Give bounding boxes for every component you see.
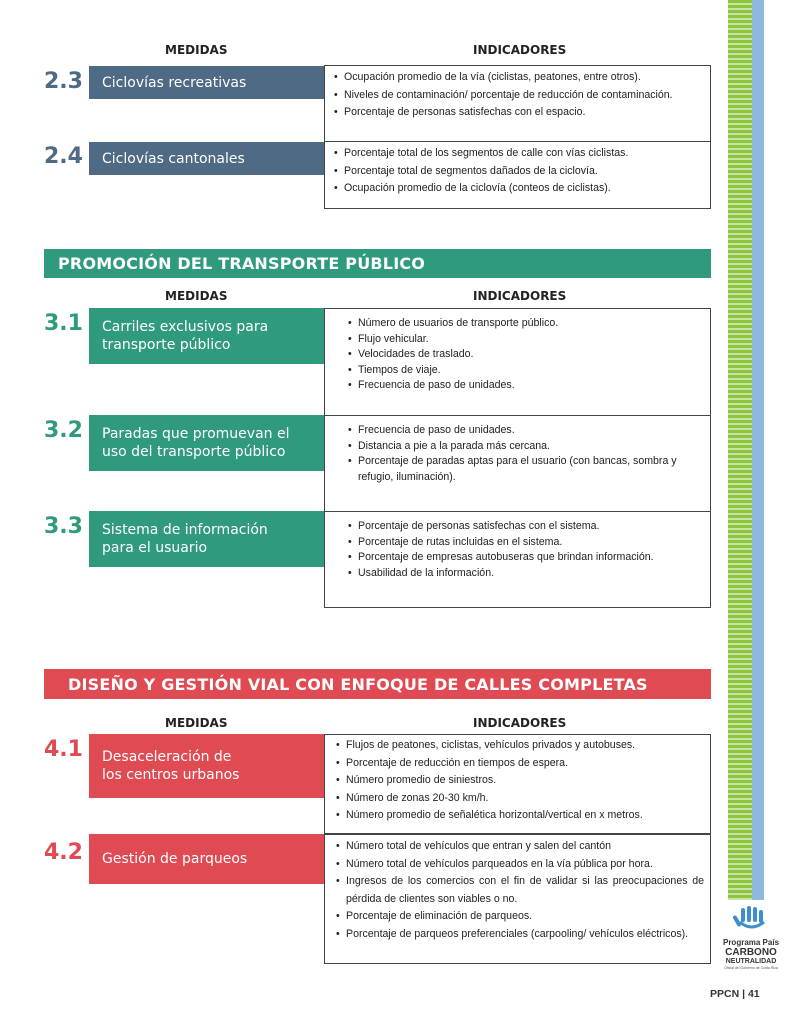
indicator-item: • Frecuencia de paso de unidades. (347, 378, 704, 394)
indicadores-header: INDICADORES (473, 289, 567, 303)
measure-label: Sistema de información para el usuario (89, 511, 325, 567)
measure-number: 3.2 (44, 418, 83, 443)
measure-label: Carriles exclusivos para transporte público (89, 308, 325, 364)
indicators-box (324, 65, 711, 142)
indicators-box (324, 141, 711, 209)
indicator-item: • Número total de vehículos parqueados en la vía pública por hora. (335, 856, 704, 874)
indicadores-header: INDICADORES (473, 43, 567, 57)
indicator-item: • Ocupación promedio de la ciclovía (conteos de ciclistas). (333, 180, 704, 198)
indicator-item: • Distancia a pie a la parada más cercana. (347, 439, 704, 455)
indicator-item: • Porcentaje total de segmentos dañados de la ciclovía. (333, 163, 704, 181)
decorative-green-stripe (728, 0, 752, 900)
indicator-item: • Velocidades de traslado. (347, 347, 704, 363)
page-number: PPCN | 41 (710, 988, 760, 1000)
section-title: PROMOCIÓN DEL TRANSPORTE PÚBLICO (44, 249, 711, 278)
decorative-blue-stripe (752, 0, 764, 900)
indicator-item: • Porcentaje total de los segmentos de calle con vías ciclistas. (333, 145, 704, 163)
measure-label: Ciclovías cantonales (89, 142, 325, 175)
indicator-item: • Ingresos de los comercios con el fin de validar si las preocupaciones de pérdida de clientes son viables o no. (335, 873, 704, 908)
indicator-item: • Número de zonas 20-30 km/h. (335, 790, 704, 808)
indicators-box (324, 834, 711, 964)
indicator-item: • Porcentaje de eliminación de parqueos. (335, 908, 704, 926)
indicator-item: • Porcentaje de rutas incluidas en el sistema. (347, 535, 704, 551)
medidas-header: MEDIDAS (165, 43, 228, 57)
indicator-item: • Número promedio de siniestros. (335, 772, 704, 790)
indicator-item: • Usabilidad de la información. (347, 566, 704, 582)
indicator-item: • Niveles de contaminación/ porcentaje de reducción de contaminación. (333, 87, 704, 105)
indicator-item: • Porcentaje de empresas autobuseras que brindan información. (347, 550, 704, 566)
indicator-item: • Flujos de peatones, ciclistas, vehículos privados y autobuses. (335, 737, 704, 755)
measure-label: Desaceleración de los centros urbanos (89, 734, 325, 798)
indicator-item: • Número de usuarios de transporte público. (347, 316, 704, 332)
indicator-item: • Flujo vehicular. (347, 332, 704, 348)
hand-icon (731, 906, 771, 938)
indicadores-header: INDICADORES (473, 716, 567, 730)
indicator-item: • Porcentaje de personas satisfechas con el espacio. (333, 104, 704, 122)
measure-label: Gestión de parqueos (89, 834, 325, 884)
medidas-header: MEDIDAS (165, 716, 228, 730)
measure-number: 3.3 (44, 514, 83, 539)
medidas-header: MEDIDAS (165, 289, 228, 303)
program-logo (718, 906, 784, 982)
indicator-item: • Porcentaje de paradas aptas para el usuario (con bancas, sombra y refugio, iluminación). (347, 454, 704, 485)
logo-line1: Programa País (722, 938, 780, 947)
indicator-item: • Número total de vehículos que entran y salen del cantón (335, 838, 704, 856)
measure-label: Ciclovías recreativas (89, 66, 325, 99)
indicator-item: • Porcentaje de reducción en tiempos de espera. (335, 755, 704, 773)
indicator-item: • Frecuencia de paso de unidades. (347, 423, 704, 439)
indicator-item: • Número promedio de señalética horizontal/vertical en x metros. (335, 807, 704, 825)
indicator-item: • Porcentaje de personas satisfechas con el sistema. (347, 519, 704, 535)
measure-number: 4.1 (44, 737, 83, 762)
indicator-item: • Tiempos de viaje. (347, 363, 704, 379)
indicators-box (324, 511, 711, 608)
measure-number: 2.4 (44, 144, 83, 169)
section-title: DISEÑO Y GESTIÓN VIAL CON ENFOQUE DE CALLES COMPLETAS (44, 669, 711, 699)
indicators-box (324, 308, 711, 416)
indicators-box (324, 734, 711, 834)
indicator-item: • Ocupación promedio de la vía (ciclistas, peatones, entre otros). (333, 69, 704, 87)
logo-line3: NEUTRALIDAD (725, 958, 777, 965)
measure-number: 4.2 (44, 840, 83, 865)
logo-line2: CARBONO (725, 947, 777, 958)
indicator-item: • Porcentaje de parqueos preferenciales (carpooling/ vehículos eléctricos). (335, 926, 704, 944)
measure-number: 2.3 (44, 69, 83, 94)
measure-label: Paradas que promuevan el uso del transporte público (89, 415, 325, 471)
measure-number: 3.1 (44, 311, 83, 336)
logo-line4: Oficial del Gobierno de Costa Rica (724, 966, 778, 970)
indicators-box (324, 415, 711, 512)
